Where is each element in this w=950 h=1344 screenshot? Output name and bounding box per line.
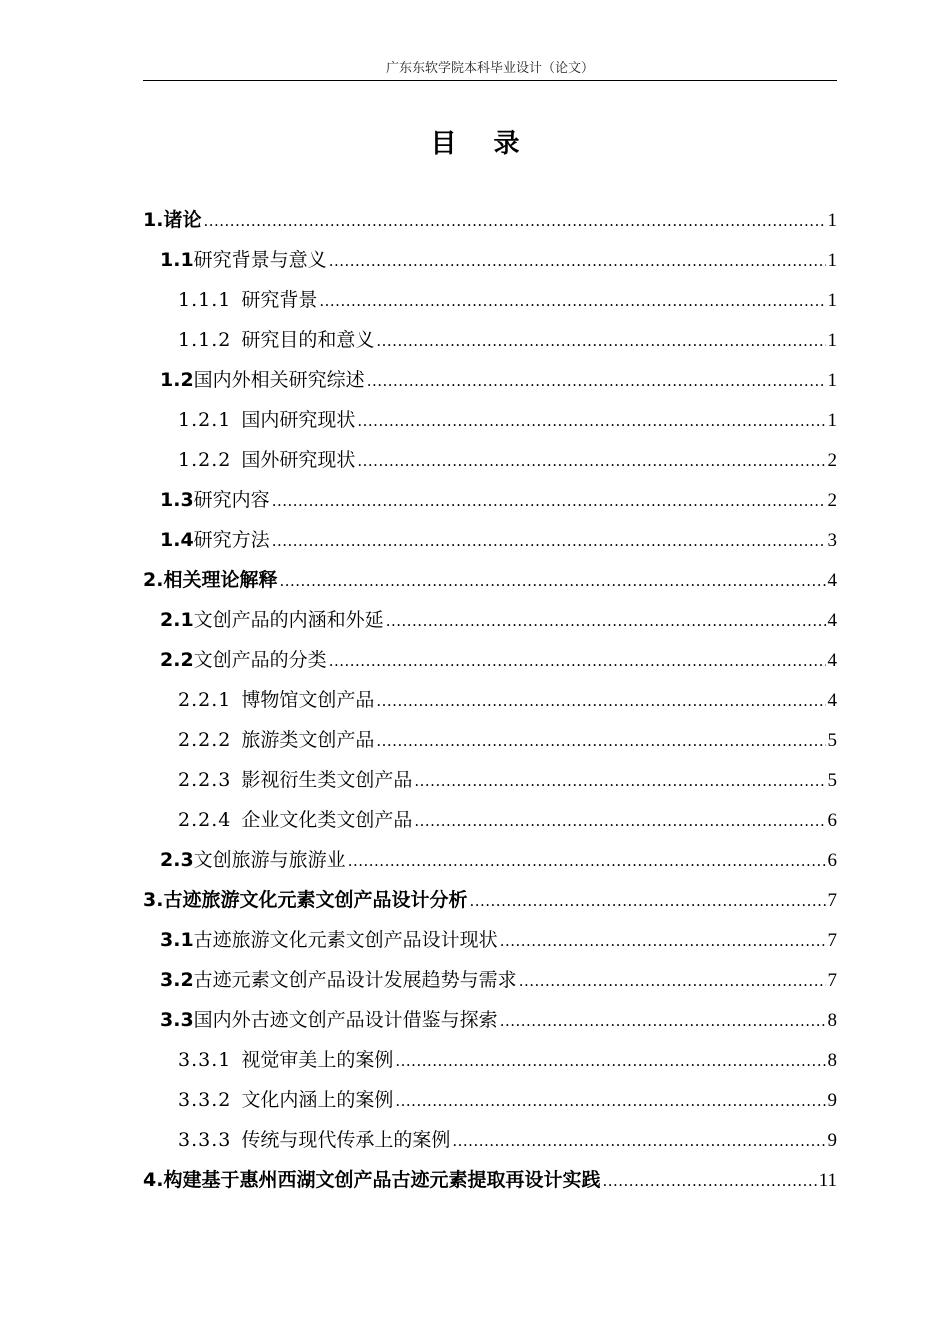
toc-dot-leader	[395, 1080, 825, 1121]
toc-entry[interactable]	[143, 1040, 837, 1080]
toc-entry-number: 2.2.1	[178, 689, 232, 711]
toc-entry-number: 1.2.2	[178, 449, 232, 471]
toc-entry-number: 1.2.1	[178, 409, 232, 431]
toc-entry-page: 4	[827, 610, 837, 631]
toc-dot-leader	[319, 280, 825, 321]
toc-dot-leader	[367, 360, 826, 401]
toc-entry-page: 5	[827, 770, 837, 791]
toc-entry-number: 4.	[143, 1169, 164, 1191]
toc-dot-leader	[357, 440, 825, 481]
toc-entry[interactable]	[143, 200, 837, 240]
toc-entry-title: 国内外古迹文创产品设计借鉴与探索	[193, 1009, 498, 1031]
toc-entry[interactable]	[143, 1080, 837, 1120]
toc-entry-title: 影视衍生类文创产品	[241, 769, 413, 791]
toc-entry-page: 1	[827, 330, 837, 351]
toc-entry[interactable]	[143, 1120, 837, 1160]
toc-entry-number: 2.2.3	[178, 769, 232, 791]
toc-entry-number: 1.2	[160, 369, 194, 391]
toc-dot-leader	[452, 1120, 825, 1161]
table-of-contents	[143, 200, 837, 1200]
toc-entry-page: 4	[827, 570, 837, 591]
toc-entry-title: 古迹旅游文化元素文创产品设计分析	[163, 889, 468, 911]
toc-entry[interactable]	[143, 560, 837, 600]
toc-entry[interactable]	[143, 920, 837, 960]
toc-entry-page: 4	[827, 650, 837, 671]
toc-entry[interactable]	[143, 360, 837, 400]
toc-entry[interactable]	[143, 800, 837, 840]
toc-entry[interactable]	[143, 1160, 837, 1200]
page-header	[143, 58, 837, 81]
toc-entry-number: 2.2.2	[178, 729, 232, 751]
toc-entry-title: 构建基于惠州西湖文创产品古迹元素提取再设计实践	[163, 1169, 601, 1191]
toc-entry-page: 7	[827, 970, 837, 991]
toc-entry-page: 11	[818, 1170, 837, 1191]
toc-entry-title: 古迹元素文创产品设计发展趋势与需求	[193, 969, 517, 991]
toc-entry-number: 1.3	[160, 489, 194, 511]
toc-entry[interactable]	[143, 400, 837, 440]
toc-dot-leader	[357, 400, 825, 441]
toc-entry-page: 9	[827, 1090, 837, 1111]
toc-entry-page: 7	[827, 930, 837, 951]
toc-entry-title: 古迹旅游文化元素文创产品设计现状	[193, 929, 498, 951]
toc-dot-leader	[348, 840, 826, 881]
toc-entry-number: 1.1.2	[178, 329, 232, 351]
toc-entry-number: 1.4	[160, 529, 194, 551]
toc-dot-leader	[500, 920, 826, 961]
toc-entry-title: 博物馆文创产品	[241, 689, 375, 711]
toc-entry-number: 3.3.1	[178, 1049, 232, 1071]
toc-dot-leader	[386, 600, 826, 641]
toc-entry[interactable]	[143, 520, 837, 560]
toc-entry-page: 2	[827, 450, 837, 471]
toc-entry[interactable]	[143, 840, 837, 880]
toc-dot-leader	[376, 320, 825, 361]
toc-entry-title: 文化内涵上的案例	[241, 1089, 394, 1111]
toc-entry-number: 3.3	[160, 1009, 194, 1031]
toc-entry-page: 2	[827, 490, 837, 511]
toc-entry-page: 7	[827, 890, 837, 911]
toc-entry[interactable]	[143, 600, 837, 640]
toc-entry-title: 研究背景与意义	[193, 249, 327, 271]
toc-entry-number: 3.3.3	[178, 1129, 232, 1151]
toc-entry-title: 诸论	[163, 209, 202, 231]
toc-dot-leader	[395, 1040, 825, 1081]
toc-entry-page: 4	[827, 690, 837, 711]
toc-entry-page: 5	[827, 730, 837, 751]
page-title: 目 录	[430, 129, 534, 159]
toc-entry[interactable]	[143, 280, 837, 320]
toc-dot-leader	[519, 960, 826, 1001]
toc-entry-title: 文创旅游与旅游业	[193, 849, 346, 871]
toc-dot-leader	[329, 240, 826, 281]
toc-entry-title: 国外研究现状	[241, 449, 356, 471]
toc-entry-title: 传统与现代传承上的案例	[241, 1129, 451, 1151]
toc-entry-number: 1.1	[160, 249, 194, 271]
toc-entry-page: 3	[827, 530, 837, 551]
toc-entry-number: 2.3	[160, 849, 194, 871]
toc-entry-title: 视觉审美上的案例	[241, 1049, 394, 1071]
toc-entry-number: 2.1	[160, 609, 194, 631]
toc-entry-number: 1.	[143, 209, 164, 231]
toc-dot-leader	[414, 760, 825, 801]
toc-dot-leader	[272, 480, 826, 521]
toc-entry[interactable]	[143, 720, 837, 760]
toc-entry-page: 6	[827, 850, 837, 871]
toc-entry-title: 国内研究现状	[241, 409, 356, 431]
toc-entry-page: 1	[827, 370, 837, 391]
toc-entry-number: 3.	[143, 889, 164, 911]
toc-entry-number: 3.1	[160, 929, 194, 951]
toc-entry-page: 6	[827, 810, 837, 831]
toc-dot-leader	[602, 1160, 816, 1201]
toc-entry-title: 旅游类文创产品	[241, 729, 375, 751]
toc-entry[interactable]	[143, 440, 837, 480]
toc-entry[interactable]	[143, 320, 837, 360]
toc-entry[interactable]	[143, 480, 837, 520]
toc-entry[interactable]	[143, 960, 837, 1000]
toc-entry[interactable]	[143, 240, 837, 280]
toc-entry-title: 文创产品的内涵和外延	[193, 609, 384, 631]
toc-entry-page: 8	[827, 1050, 837, 1071]
toc-entry-title: 研究内容	[193, 489, 270, 511]
toc-dot-leader	[376, 680, 825, 721]
toc-entry-title: 相关理论解释	[163, 569, 278, 591]
toc-dot-leader	[414, 800, 825, 841]
toc-dot-leader	[203, 200, 825, 241]
toc-entry-page: 8	[827, 1010, 837, 1031]
toc-dot-leader	[272, 520, 826, 561]
toc-entry-number: 3.2	[160, 969, 194, 991]
toc-dot-leader	[376, 720, 825, 761]
toc-dot-leader	[469, 880, 825, 921]
toc-entry-title: 研究背景	[241, 289, 318, 311]
toc-entry[interactable]	[143, 680, 837, 720]
toc-entry-page: 1	[827, 210, 837, 231]
toc-entry-number: 2.	[143, 569, 164, 591]
toc-entry-title: 文创产品的分类	[193, 649, 327, 671]
toc-entry-title: 研究方法	[193, 529, 270, 551]
toc-entry-page: 9	[827, 1130, 837, 1151]
toc-entry-title: 国内外相关研究综述	[193, 369, 365, 391]
header-text: 广东东软学院本科毕业设计（论文）	[385, 61, 594, 76]
toc-entry[interactable]	[143, 640, 837, 680]
toc-entry-title: 企业文化类文创产品	[241, 809, 413, 831]
toc-entry-number: 1.1.1	[178, 289, 232, 311]
toc-entry[interactable]	[143, 760, 837, 800]
toc-entry-title: 研究目的和意义	[241, 329, 375, 351]
toc-entry-number: 2.2.4	[178, 809, 232, 831]
toc-dot-leader	[279, 560, 825, 601]
toc-dot-leader	[500, 1000, 826, 1041]
toc-entry-page: 1	[827, 290, 837, 311]
toc-entry[interactable]	[143, 880, 837, 920]
toc-entry-page: 1	[827, 250, 837, 271]
toc-entry-number: 2.2	[160, 649, 194, 671]
toc-entry-page: 1	[827, 410, 837, 431]
toc-dot-leader	[329, 640, 826, 681]
toc-entry[interactable]	[143, 1000, 837, 1040]
toc-entry-number: 3.3.2	[178, 1089, 232, 1111]
